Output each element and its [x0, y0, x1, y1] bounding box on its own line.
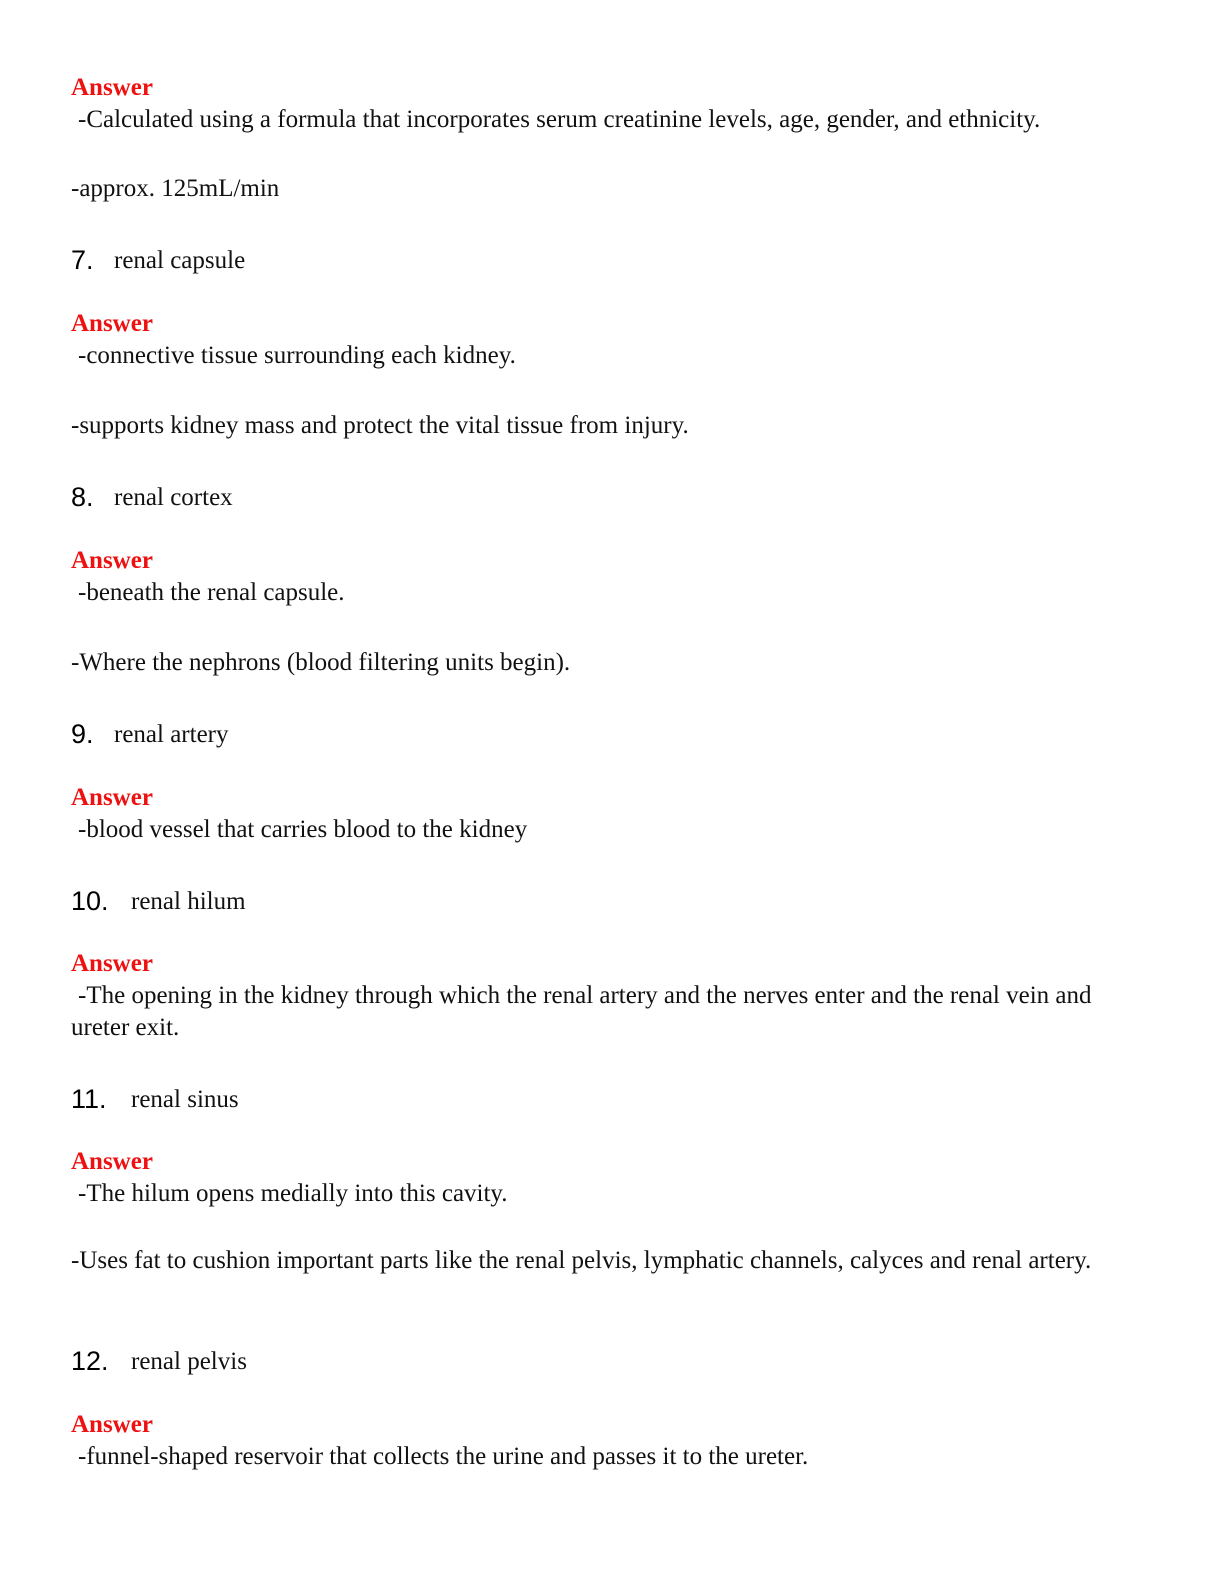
answer-text: -approx. 125mL/min	[71, 175, 280, 202]
answer-text: -blood vessel that carries blood to the kidney	[78, 816, 528, 843]
question-term: renal capsule	[114, 247, 246, 274]
question-term: renal hilum	[131, 888, 246, 915]
question-term: renal cortex	[114, 484, 233, 511]
answer-text: -beneath the renal capsule.	[78, 579, 345, 606]
answer-text: -connective tissue surrounding each kidney.	[78, 342, 516, 369]
answer-text: -supports kidney mass and protect the vital tissue from injury.	[71, 412, 689, 439]
answer-label: Answer	[71, 74, 153, 101]
answer-text: -Uses fat to cushion important parts like the renal pelvis, lymphatic channels, calyces and renal artery.	[71, 1247, 1092, 1274]
answer-label: Answer	[71, 547, 153, 574]
answer-label: Answer	[71, 784, 153, 811]
answer-text: -The hilum opens medially into this cavity.	[78, 1180, 508, 1207]
question-number: 7.	[71, 245, 94, 275]
question-number: 12.	[71, 1346, 109, 1376]
answer-label: Answer	[71, 310, 153, 337]
question-term: renal artery	[114, 721, 229, 748]
answer-text: -The opening in the kidney through which the renal artery and the nerves enter and the renal vein and ureter exit.	[71, 982, 1092, 1041]
answer-label: Answer	[71, 1411, 153, 1438]
question-term: renal pelvis	[131, 1348, 247, 1375]
answer-label: Answer	[71, 1148, 153, 1175]
answer-text: -Where the nephrons (blood filtering units begin).	[71, 649, 571, 676]
answer-label: Answer	[71, 950, 153, 977]
question-number: 8.	[71, 482, 94, 512]
question-term: renal sinus	[131, 1086, 239, 1113]
question-number: 10.	[71, 886, 109, 916]
answer-text: -Calculated using a formula that incorporates serum creatinine levels, age, gender, and ethnicity.	[78, 106, 1041, 133]
question-number: 11.	[71, 1084, 107, 1114]
question-number: 9.	[71, 719, 94, 749]
answer-text: -funnel-shaped reservoir that collects the urine and passes it to the ureter.	[78, 1443, 809, 1470]
